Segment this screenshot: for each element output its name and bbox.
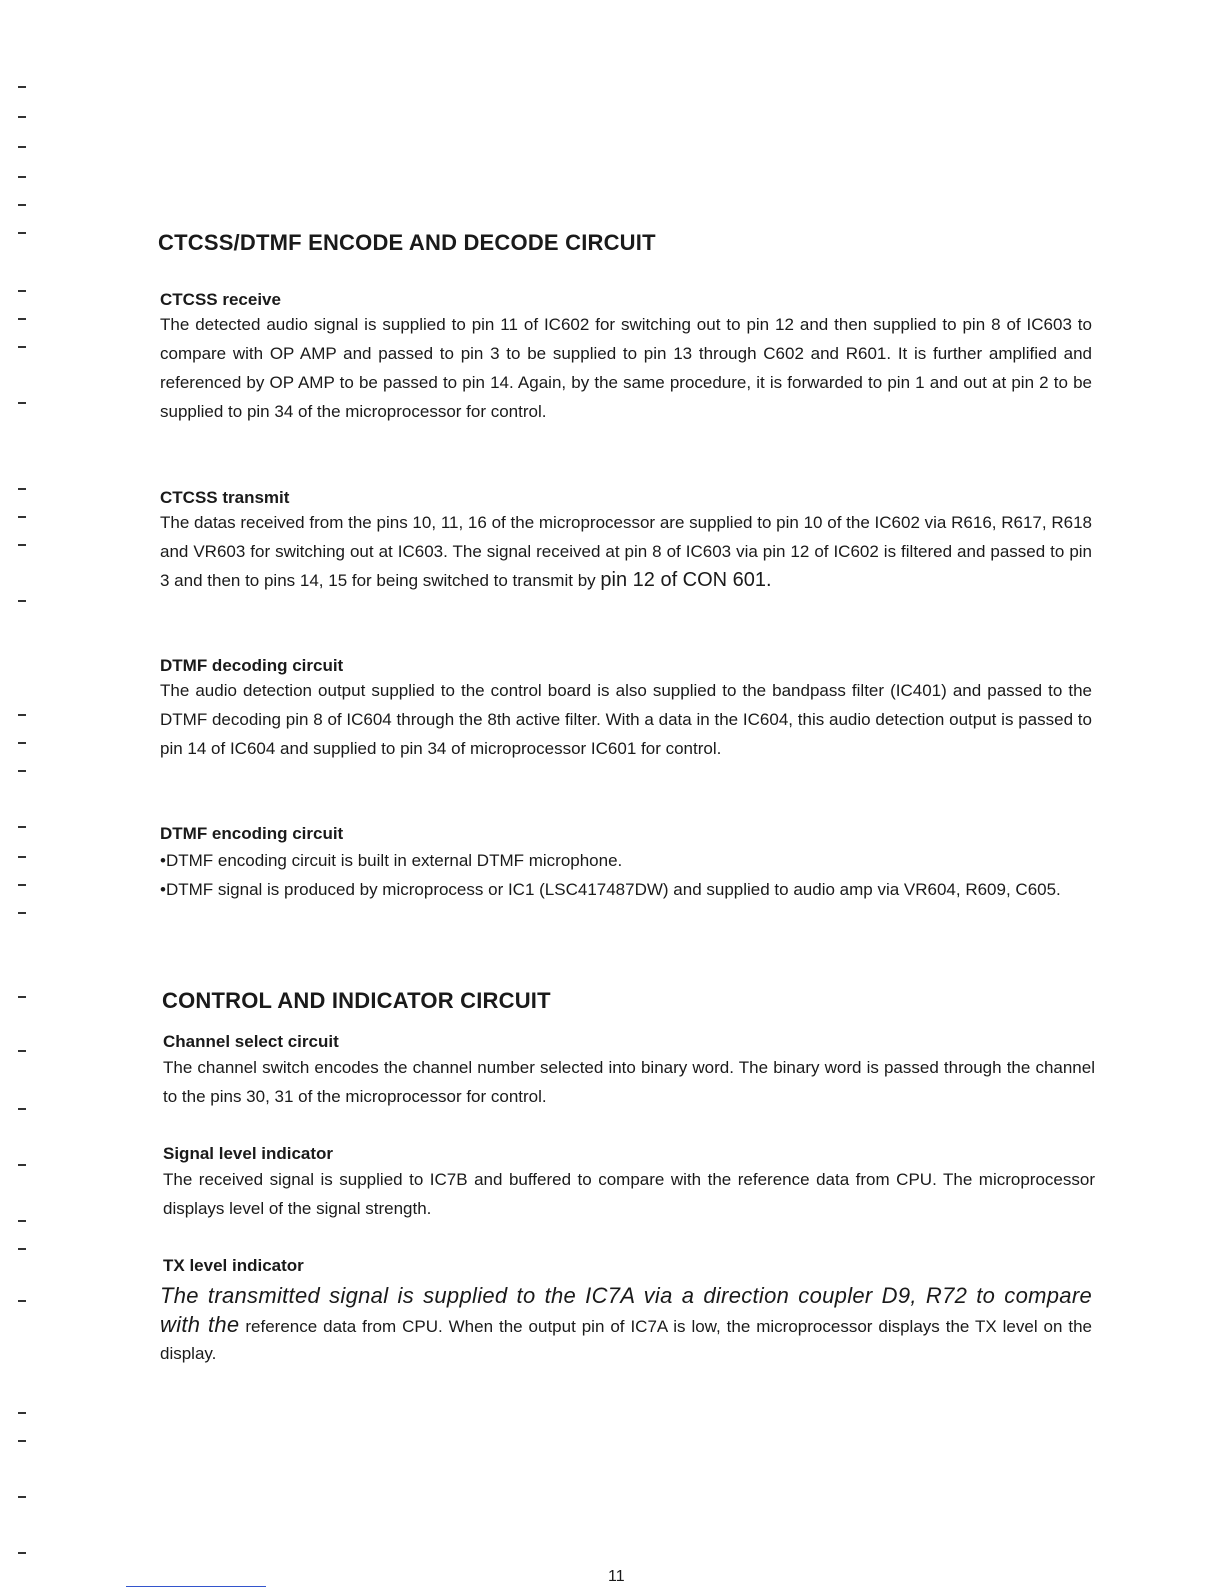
paragraph: The received signal is supplied to IC7B and buffered to compare with the reference data from CPU. The microprocessor displays level of the signal strength. (163, 1170, 1095, 1218)
subsection-title: DTMF encoding circuit (160, 824, 344, 843)
scan-mark (18, 996, 26, 998)
subsection-title: Channel select circuit (163, 1032, 339, 1051)
paragraph-text-tail: pin 12 of CON 601. (600, 569, 772, 591)
paragraph: The detected audio signal is supplied to pin 11 of IC602 for switching out to pin 12 and then supplied to pin 8 of IC603 to compare with OP AMP and passed to pin 3 to be supplied to pin 13 through C602 and R601. It is further amplified and referenced by OP AMP to be passed to pin 14. Again, by the same procedure, it is forwarded to pin 1 and out at pin 2 to be supplied to pin 34 of the microprocessor for control. (160, 315, 1092, 421)
scan-mark (18, 402, 26, 404)
scan-mark (18, 204, 26, 206)
scan-mark (18, 290, 26, 292)
section-heading: CTCSS/DTMF ENCODE AND DECODE CIRCUIT (158, 230, 656, 255)
scan-mark (18, 346, 26, 348)
paragraph-text: reference data from CPU. When the output pin of IC7A is low, the microprocessor displays the TX level on the display. (160, 1317, 1093, 1363)
scan-mark (18, 912, 26, 914)
scan-mark (18, 176, 26, 178)
scan-mark (18, 1300, 26, 1302)
scan-mark (18, 856, 26, 858)
subsection-title: TX level indicator (163, 1256, 304, 1275)
paragraph-text: The datas received from the pins 10, 11, 16 of the microprocessor are supplied to pin 10 of the IC602 via R616, R617, R618 and VR603 for switching out at IC603. The signal received at pin 8 of IC603 via pin 12 of IC602 is filtered and passed to pin 3 and then to pins 14, 15 for being switched to transmit by (160, 513, 1092, 590)
scan-mark (18, 826, 26, 828)
paragraph: The channel switch encodes the channel number selected into binary word. The binary word is passed through the channel to the pins 30, 31 of the microprocessor for control. (163, 1058, 1095, 1106)
bullet-item: •DTMF signal is produced by microprocess or IC1 (LSC417487DW) and supplied to audio amp via VR604, R609, C605. (160, 880, 1061, 899)
paragraph (160, 1282, 1092, 1367)
scan-mark (18, 86, 26, 88)
section-heading: CONTROL AND INDICATOR CIRCUIT (162, 988, 551, 1013)
scan-mark (18, 1220, 26, 1222)
scan-mark (18, 1164, 26, 1166)
paragraph: The audio detection output supplied to the control board is also supplied to the bandpass filter (IC401) and passed to the DTMF decoding pin 8 of IC604 through the 8th active filter. With a data in the IC604, this audio detection output is passed to pin 14 of IC604 and supplied to pin 34 of microprocessor IC601 for control. (160, 681, 1092, 758)
scan-mark (18, 600, 26, 602)
paragraph-text-lead: The transmitted signal is supplied to the IC7A via a direction coupler D9, R72 to compare with the (160, 1283, 1092, 1337)
scan-mark (18, 1412, 26, 1414)
paragraph (160, 508, 1092, 595)
scan-mark (18, 1552, 26, 1554)
bullet-item: •DTMF encoding circuit is built in external DTMF microphone. (160, 851, 623, 870)
scan-mark (18, 1440, 26, 1442)
subsection-title: DTMF decoding circuit (160, 656, 344, 675)
scan-mark (18, 714, 26, 716)
scan-mark (18, 488, 26, 490)
scan-mark (18, 884, 26, 886)
scan-mark (18, 544, 26, 546)
scan-mark (18, 1496, 26, 1498)
scan-mark (18, 116, 26, 118)
scan-mark (18, 1248, 26, 1250)
scan-mark (18, 232, 26, 234)
scan-mark (18, 1108, 26, 1110)
scan-mark (18, 770, 26, 772)
scan-mark (18, 516, 26, 518)
scan-mark (18, 742, 26, 744)
scan-mark (18, 146, 26, 148)
page-number: 11 (608, 1568, 625, 1585)
scan-mark (18, 1050, 26, 1052)
subsection-title: CTCSS receive (160, 290, 281, 309)
scan-mark (18, 318, 26, 320)
subsection-title: Signal level indicator (163, 1144, 334, 1163)
subsection-title: CTCSS transmit (160, 488, 290, 507)
